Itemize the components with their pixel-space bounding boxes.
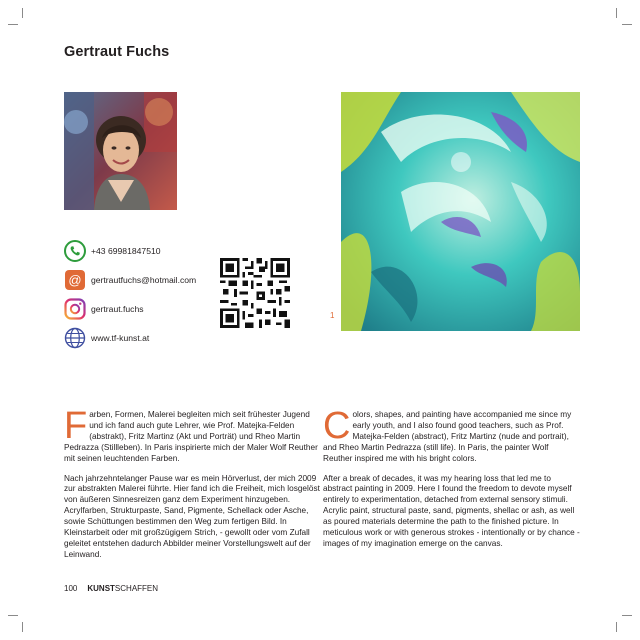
paragraph-english-1 bbox=[323, 405, 580, 465]
globe-icon bbox=[64, 327, 86, 349]
page-number: 100 bbox=[64, 584, 78, 593]
artist-portrait bbox=[64, 92, 177, 210]
brand-bold: KUNST bbox=[87, 584, 115, 593]
paragraph-german-1 bbox=[64, 405, 321, 465]
paragraph-german-2: Nach jahrzehntelanger Pause war es mein Hörverlust, der mich 2009 zur abstrakten Malerei führte. Hier fand ich die Freiheit, mich losgelöst von äußeren Sinnesreizen ganz dem Experiment hinzugeben. Acrylfarben, Strukturpaste, Sand, Pigmente, Schellack oder Asche, sowie Schüttungen bestimmen den Weg zum fertigen Bild. In Kleinstarbeit oder mit großzügigem Strich, - gewollt oder vom Zufall geleitet entstehen dadurch Abbilder meiner Vorstellungswelt auf der Leinwand. bbox=[64, 473, 320, 559]
contact-phone[interactable] bbox=[64, 240, 161, 262]
drop-cap: C bbox=[323, 405, 351, 447]
website-text: www.tf-kunst.at bbox=[91, 333, 150, 343]
paragraph-text: arben, Formen, Malerei begleiten mich seit frühester Jugend und ich fand auch gute Lehrer, wie Prof. Matejka-Felden (abstrakt), Fritz Martinz (Akt und Porträt) und Rheo Martin Pedrazza (Stillleben). In Paris inspirierte mich der Maler Wolf Reuther mit seinen leuchtenden Farben. bbox=[64, 410, 318, 463]
phone-icon bbox=[64, 240, 86, 262]
paragraph-english-2: After a break of decades, it was my hearing loss that led me to abstract painting in 2009. Here I found the freedom to devote myself entirely to experimentation, detached from external sensory stimuli. Acrylic paint, structural paste, sand, pigments, shellac or ash, as well as poured materials determine the path to the finished picture. In meticulous work or with generous strokes - intentionally or by chance - images of my imagination emerge on the canvas. bbox=[323, 473, 580, 548]
svg-text:@: @ bbox=[68, 272, 82, 288]
brand-light: SCHAFFEN bbox=[114, 584, 159, 593]
paragraph-text: olors, shapes, and painting have accompanied me since my early youth, and I also found good teachers, such as Prof. Matejka-Felden (abstract), Fritz Martinz (nude and portrait), and Rheo Martin Pedrazza (still life). In Paris, the painter Wolf Reuther inspired me with his bright colors. bbox=[323, 410, 572, 463]
email-icon bbox=[64, 269, 86, 291]
contact-instagram[interactable] bbox=[64, 298, 144, 320]
contact-email[interactable] bbox=[64, 269, 196, 291]
instagram-text: gertraut.fuchs bbox=[91, 304, 144, 314]
crop-mark bbox=[616, 622, 617, 632]
contact-website[interactable] bbox=[64, 327, 149, 349]
artwork-number: 1 bbox=[330, 311, 335, 320]
artwork-image bbox=[341, 92, 580, 331]
phone-text: +43 69981847510 bbox=[91, 246, 161, 256]
drop-cap: F bbox=[64, 405, 88, 447]
crop-mark bbox=[622, 24, 632, 25]
crop-mark bbox=[622, 615, 632, 616]
email-text: gertrautfuchs@hotmail.com bbox=[91, 275, 197, 285]
crop-mark bbox=[616, 8, 617, 18]
qr-code-icon[interactable] bbox=[220, 258, 290, 328]
crop-mark bbox=[22, 8, 23, 18]
instagram-icon bbox=[64, 298, 86, 320]
crop-mark bbox=[8, 615, 18, 616]
text-column-english bbox=[323, 405, 580, 550]
artist-name: Gertraut Fuchs bbox=[64, 44, 170, 60]
page-footer bbox=[64, 584, 158, 593]
crop-mark bbox=[22, 622, 23, 632]
text-column-german bbox=[64, 405, 321, 561]
crop-mark bbox=[8, 24, 18, 25]
